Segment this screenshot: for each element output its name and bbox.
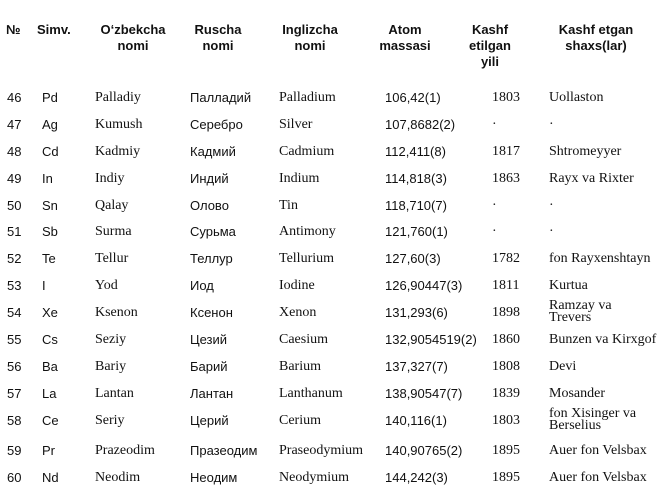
cell-ru: Индий (190, 171, 229, 186)
cell-uz: Palladiy (95, 90, 141, 105)
cell-discoverer (549, 408, 636, 432)
cell-mass: 132,9054519(2) (385, 332, 477, 347)
cell-uz: Seriy (95, 413, 125, 428)
cell-mass: 131,293(6) (385, 305, 448, 320)
header-line: nomi (294, 38, 326, 53)
discoverer-line: Berselius (549, 418, 602, 433)
discoverer-line: fon Rayxenshtayn (549, 251, 651, 266)
discoverer-line: Kurtua (549, 278, 588, 293)
cell-mass: 118,710(7) (385, 198, 447, 213)
cell-year: 1839 (492, 386, 520, 401)
cell-uz: Yod (95, 278, 118, 293)
header-mass (372, 22, 438, 54)
table-row (0, 330, 672, 350)
cell-en: Palladium (279, 90, 336, 105)
cell-sym: In (42, 171, 53, 186)
cell-sym: Pd (42, 90, 58, 105)
cell-discoverer (549, 357, 576, 377)
cell-en: Neodymium (279, 470, 349, 485)
discoverer-line: fon Xisinger va (549, 406, 637, 421)
header-line: Ruscha (194, 22, 242, 37)
cell-discoverer (549, 249, 650, 269)
cell-ru: Цезий (190, 332, 228, 347)
cell-uz: Qalay (95, 198, 129, 213)
cell-ru: Церий (190, 413, 229, 428)
header-symbol: Simv. (37, 22, 71, 37)
cell-sym: Te (42, 251, 56, 266)
cell-year: 1817 (492, 144, 520, 159)
cell-en: Xenon (279, 305, 317, 320)
cell-year: 1860 (492, 332, 520, 347)
cell-year: · (492, 224, 497, 239)
discoverer-line: Mosander (549, 386, 605, 401)
cell-discoverer (549, 468, 647, 488)
cell-sym: Nd (42, 470, 59, 485)
discoverer-line: Ramzay va (549, 298, 612, 313)
cell-num: 49 (7, 171, 22, 186)
cell-discoverer (549, 300, 612, 324)
header-line: yili (480, 54, 500, 69)
cell-en: Praseodymium (279, 443, 363, 458)
discoverer-line: Trevers (549, 310, 592, 325)
header-line: Kashf (471, 22, 509, 37)
discoverer-line: · (549, 198, 554, 213)
table-row (0, 249, 672, 269)
cell-year: · (492, 198, 497, 213)
cell-uz: Surma (95, 224, 132, 239)
header-line: massasi (379, 38, 431, 53)
cell-ru: Ксенон (190, 305, 233, 320)
cell-num: 52 (7, 251, 22, 266)
cell-discoverer (549, 88, 603, 108)
header-line: shaxs(lar) (565, 38, 627, 53)
cell-en: Lanthanum (279, 386, 343, 401)
discoverer-line: · (549, 224, 554, 239)
cell-sym: Sb (42, 224, 58, 239)
discoverer-line: Bunzen va Kirxgof (549, 332, 657, 347)
cell-mass: 114,818(3) (385, 171, 447, 186)
cell-en: Caesium (279, 332, 328, 347)
cell-en: Indium (279, 171, 320, 186)
cell-year: 1863 (492, 171, 520, 186)
cell-en: Cerium (279, 413, 321, 428)
cell-year: 1811 (492, 278, 520, 293)
cell-sym: Ag (42, 117, 58, 132)
cell-ru: Неодим (190, 470, 238, 485)
table-row (0, 88, 672, 108)
cell-num: 59 (7, 443, 22, 458)
cell-num: 50 (7, 198, 22, 213)
cell-num: 48 (7, 144, 22, 159)
cell-uz: Ksenon (95, 305, 138, 320)
cell-year: 1803 (492, 413, 520, 428)
cell-num: 51 (7, 224, 22, 239)
cell-sym: Ce (42, 413, 59, 428)
header-uzbek (92, 22, 174, 54)
discoverer-line: Shtromeyyer (549, 144, 622, 159)
cell-mass: 107,8682(2) (385, 117, 456, 132)
cell-ru: Палладий (190, 90, 252, 105)
cell-mass: 127,60(3) (385, 251, 441, 266)
cell-discoverer (549, 196, 554, 216)
header-line: nomi (117, 38, 149, 53)
cell-en: Cadmium (279, 144, 335, 159)
cell-en: Tellurium (279, 251, 335, 266)
cell-num: 57 (7, 386, 22, 401)
cell-year: 1808 (492, 359, 520, 374)
cell-sym: Cd (42, 144, 59, 159)
cell-year: 1803 (492, 90, 520, 105)
discoverer-line: Auer fon Velsbax (549, 470, 647, 485)
discoverer-line: Auer fon Velsbax (549, 443, 647, 458)
cell-mass: 137,327(7) (385, 359, 448, 374)
table-row (0, 441, 672, 461)
cell-year: 1782 (492, 251, 520, 266)
cell-mass: 144,242(3) (385, 470, 448, 485)
cell-uz: Seziy (95, 332, 127, 347)
cell-mass: 140,90765(2) (385, 443, 463, 458)
table-row (0, 406, 672, 433)
table-row (0, 357, 672, 377)
header-line: Atom (388, 22, 422, 37)
cell-year: 1895 (492, 470, 520, 485)
table-row (0, 468, 672, 488)
table-row (0, 222, 672, 242)
cell-ru: Лантан (190, 386, 234, 401)
header-line: nomi (202, 38, 234, 53)
cell-sym: Pr (42, 443, 55, 458)
header-line: Inglizcha (282, 22, 338, 37)
cell-sym: Cs (42, 332, 58, 347)
table-row (0, 276, 672, 296)
cell-uz: Kumush (95, 117, 143, 132)
cell-uz: Indiy (95, 171, 125, 186)
cell-mass: 121,760(1) (385, 224, 448, 239)
cell-ru: Серебро (190, 117, 243, 132)
cell-num: 58 (7, 413, 22, 428)
cell-mass: 126,90447(3) (385, 278, 463, 293)
cell-uz: Tellur (95, 251, 129, 266)
cell-ru: Кадмий (190, 144, 236, 159)
cell-en: Silver (279, 117, 313, 132)
table-row (0, 142, 672, 162)
header-line: Kashf etgan (558, 22, 634, 37)
cell-num: 46 (7, 90, 22, 105)
cell-discoverer (549, 441, 647, 461)
cell-num: 60 (7, 470, 22, 485)
cell-discoverer (549, 276, 588, 296)
cell-uz: Kadmiy (95, 144, 141, 159)
cell-uz: Bariy (95, 359, 127, 374)
cell-discoverer (549, 115, 554, 135)
cell-mass: 138,90547(7) (385, 386, 463, 401)
header-discoverer (550, 22, 642, 54)
cell-en: Iodine (279, 278, 315, 293)
cell-mass: 106,42(1) (385, 90, 441, 105)
cell-sym: Sn (42, 198, 58, 213)
table-row (0, 196, 672, 216)
cell-sym: I (42, 278, 46, 293)
cell-num: 54 (7, 305, 22, 320)
cell-sym: Ba (42, 359, 58, 374)
cell-uz: Prazeodim (95, 443, 155, 458)
table-row (0, 115, 672, 135)
table-row (0, 169, 672, 189)
table-row (0, 384, 672, 404)
cell-ru: Олово (190, 198, 229, 213)
cell-discoverer (549, 142, 621, 162)
cell-mass: 112,411(8) (385, 144, 446, 159)
discoverer-line: Rayx va Rixter (549, 171, 634, 186)
cell-ru: Празеодим (190, 443, 258, 458)
cell-en: Tin (279, 198, 298, 213)
cell-year: 1898 (492, 305, 520, 320)
discoverer-line: Devi (549, 359, 577, 374)
cell-uz: Lantan (95, 386, 134, 401)
header-year (462, 22, 518, 70)
cell-num: 56 (7, 359, 22, 374)
cell-discoverer (549, 169, 634, 189)
cell-discoverer (549, 222, 554, 242)
cell-num: 47 (7, 117, 22, 132)
cell-discoverer (549, 330, 656, 350)
cell-ru: Теллур (190, 251, 233, 266)
cell-ru: Иод (190, 278, 214, 293)
cell-sym: Xe (42, 305, 58, 320)
header-num: № (6, 22, 21, 37)
cell-year: 1895 (492, 443, 520, 458)
header-english (272, 22, 348, 54)
cell-en: Antimony (279, 224, 336, 239)
cell-ru: Сурьма (190, 224, 236, 239)
cell-num: 53 (7, 278, 22, 293)
cell-ru: Барий (190, 359, 228, 374)
header-russian (185, 22, 251, 54)
cell-mass: 140,116(1) (385, 413, 447, 428)
discoverer-line: · (549, 117, 554, 132)
header-line: etilgan (469, 38, 511, 53)
cell-uz: Neodim (95, 470, 141, 485)
cell-en: Barium (279, 359, 321, 374)
cell-year: · (492, 117, 497, 132)
header-line: O‘zbekcha (100, 22, 166, 37)
discoverer-line: Uollaston (549, 90, 604, 105)
cell-discoverer (549, 384, 605, 404)
cell-sym: La (42, 386, 57, 401)
cell-num: 55 (7, 332, 22, 347)
table-row (0, 298, 672, 325)
